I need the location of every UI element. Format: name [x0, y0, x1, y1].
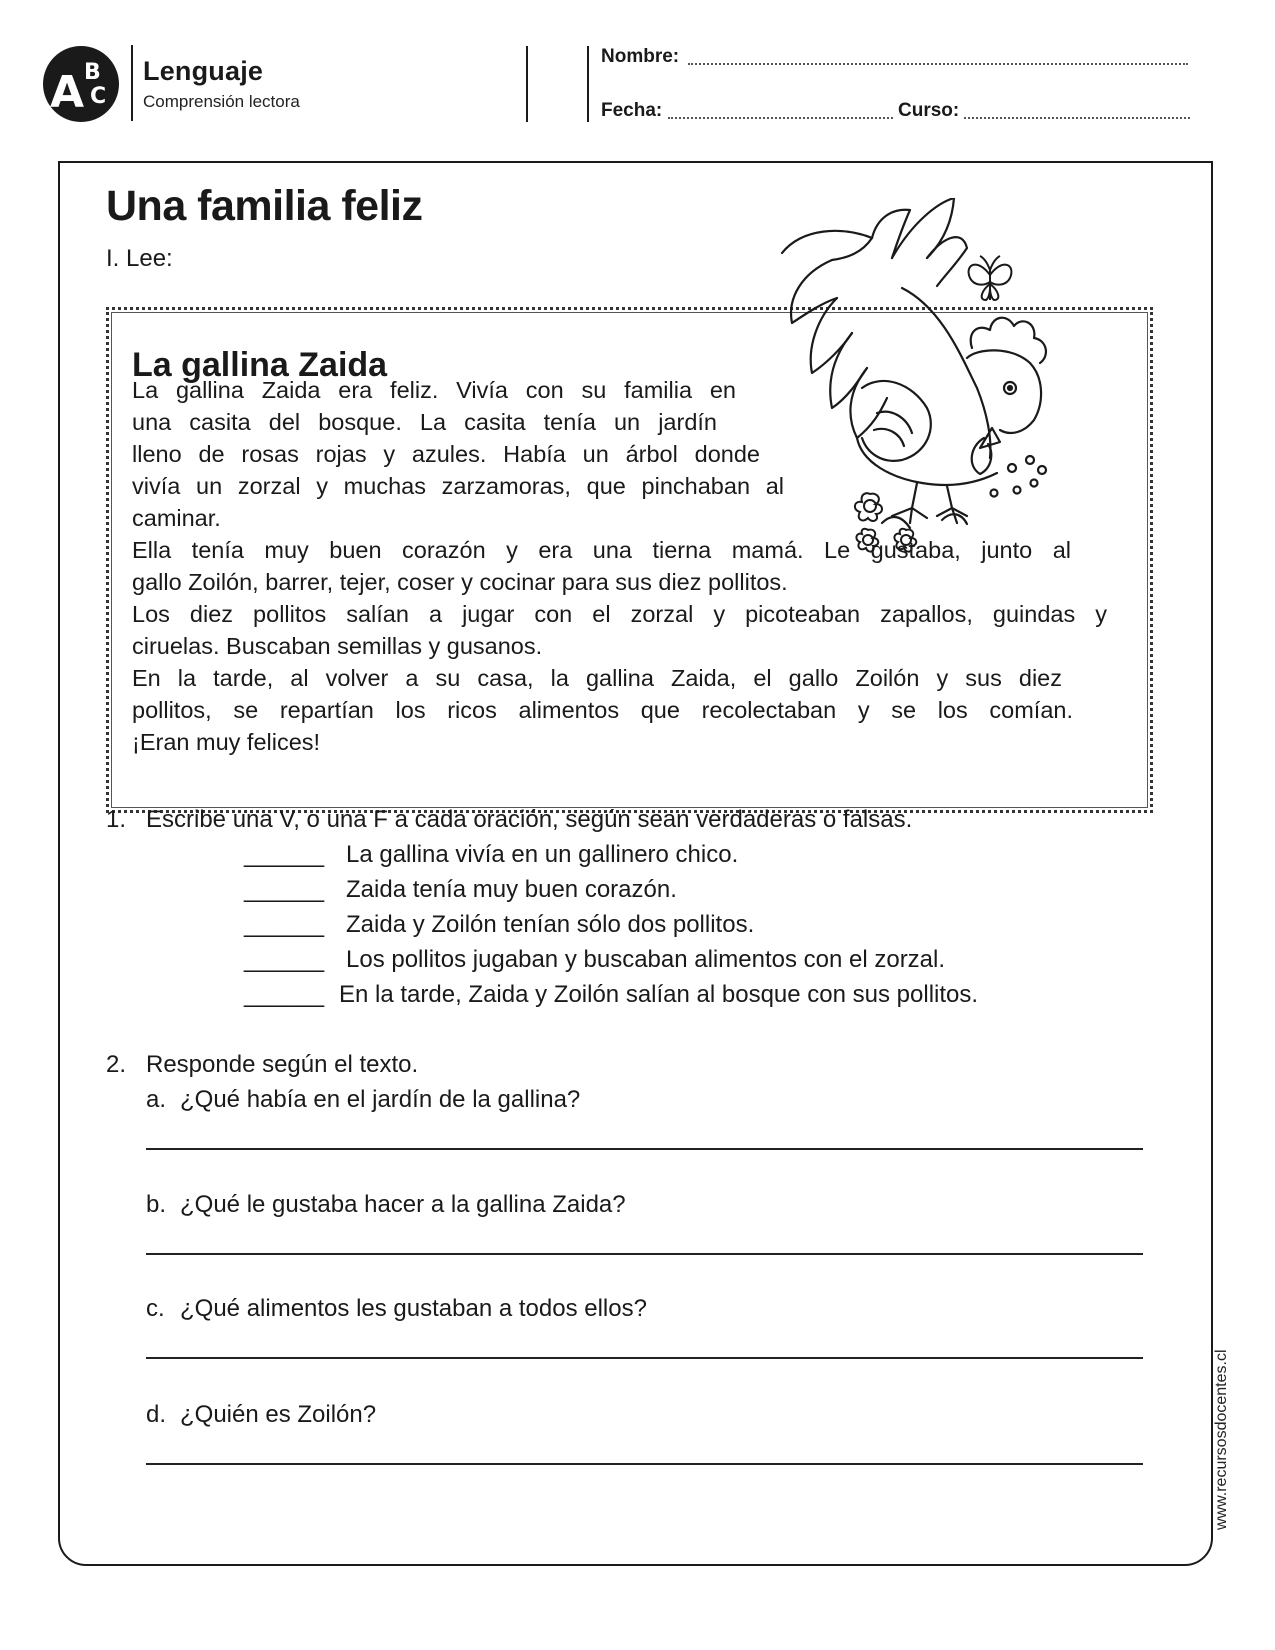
- tf-statement: Zaida y Zoilón tenían sólo dos pollitos.: [346, 911, 755, 938]
- story-line: La gallina Zaida era feliz. Vivía con su familia en: [132, 377, 736, 403]
- tf-blank[interactable]: ______: [244, 981, 325, 1008]
- q2-letter: b.: [146, 1191, 167, 1218]
- story-line: lleno de rosas rojas y azules. Había un árbol donde: [132, 441, 760, 467]
- story-line: Los diez pollitos salían a jugar con el zorzal y picoteaban zapallos, guindas y: [132, 601, 1107, 627]
- instruction: I. Lee:: [106, 245, 173, 272]
- story-line: ¡Eran muy felices!: [132, 729, 321, 755]
- q2-question: ¿Qué había en el jardín de la gallina?: [180, 1086, 581, 1113]
- page-title: Una familia feliz: [106, 182, 423, 230]
- tf-statement: Zaida tenía muy buen corazón.: [346, 876, 677, 903]
- q1-number: 1.: [106, 806, 127, 833]
- tf-blank[interactable]: ______: [244, 876, 325, 903]
- nombre-label: Nombre:: [601, 46, 680, 67]
- story-line: gallo Zoilón, barrer, tejer, coser y cocinar para sus diez pollitos.: [132, 569, 788, 595]
- header-divider: [526, 46, 528, 122]
- tf-blank[interactable]: ______: [244, 911, 325, 938]
- tf-statement: En la tarde, Zaida y Zoilón salían al bosque con sus pollitos.: [339, 981, 979, 1008]
- tf-statement: Los pollitos jugaban y buscaban alimentos con el zorzal.: [346, 946, 946, 973]
- story-line: vivía un zorzal y muchas zarzamoras, que pinchaban al: [132, 473, 784, 499]
- tf-blank[interactable]: ______: [244, 841, 325, 868]
- answer-line[interactable]: [146, 1463, 1143, 1465]
- curso-field[interactable]: [964, 117, 1190, 119]
- subject-subtitle: Comprensión lectora: [143, 92, 300, 111]
- story-line: ciruelas. Buscaban semillas y gusanos.: [132, 633, 543, 659]
- story-line: En la tarde, al volver a su casa, la gallina Zaida, el gallo Zoilón y sus diez: [132, 665, 1062, 691]
- logo-letter-a: A: [50, 67, 85, 118]
- fecha-field[interactable]: [668, 117, 893, 119]
- nombre-field[interactable]: [688, 63, 1188, 65]
- header-divider: [131, 45, 133, 121]
- story-line: caminar.: [132, 505, 221, 531]
- q2-letter: c.: [146, 1295, 165, 1322]
- answer-line[interactable]: [146, 1148, 1143, 1150]
- curso-label: Curso:: [898, 100, 960, 121]
- abc-logo-icon: [42, 45, 120, 123]
- answer-line[interactable]: [146, 1253, 1143, 1255]
- story-title: La gallina Zaida: [132, 346, 388, 384]
- site-credit: www.recursosdocentes.cl: [1213, 1349, 1230, 1530]
- tf-statement: La gallina vivía en un gallinero chico.: [346, 841, 739, 868]
- story-line: pollitos, se repartían los ricos alimentos que recolectaban y se los comían.: [132, 697, 1073, 723]
- q1-prompt: Escribe una V, o una F a cada oración, según sean verdaderas o falsas.: [146, 806, 913, 833]
- q2-number: 2.: [106, 1051, 127, 1078]
- q2-question: ¿Quién es Zoilón?: [180, 1401, 377, 1428]
- story-line: una casita del bosque. La casita tenía un jardín: [132, 409, 717, 435]
- butterfly-icon: [960, 250, 1020, 310]
- logo-letter-b: B: [84, 60, 101, 85]
- logo-letter-c: C: [90, 84, 107, 109]
- answer-line[interactable]: [146, 1357, 1143, 1359]
- subject-title: Lenguaje: [143, 56, 264, 86]
- q2-prompt: Responde según el texto.: [146, 1051, 419, 1078]
- tf-blank[interactable]: ______: [244, 946, 325, 973]
- q2-question: ¿Qué le gustaba hacer a la gallina Zaida?: [180, 1191, 626, 1218]
- story-line: Ella tenía muy buen corazón y era una tierna mamá. Le gustaba, junto al: [132, 537, 1071, 563]
- q2-question: ¿Qué alimentos les gustaban a todos ellos?: [180, 1295, 647, 1322]
- header-divider: [587, 46, 589, 122]
- q2-letter: a.: [146, 1086, 167, 1113]
- q2-letter: d.: [146, 1401, 167, 1428]
- flower-icon: [848, 488, 943, 558]
- fecha-label: Fecha:: [601, 100, 663, 121]
